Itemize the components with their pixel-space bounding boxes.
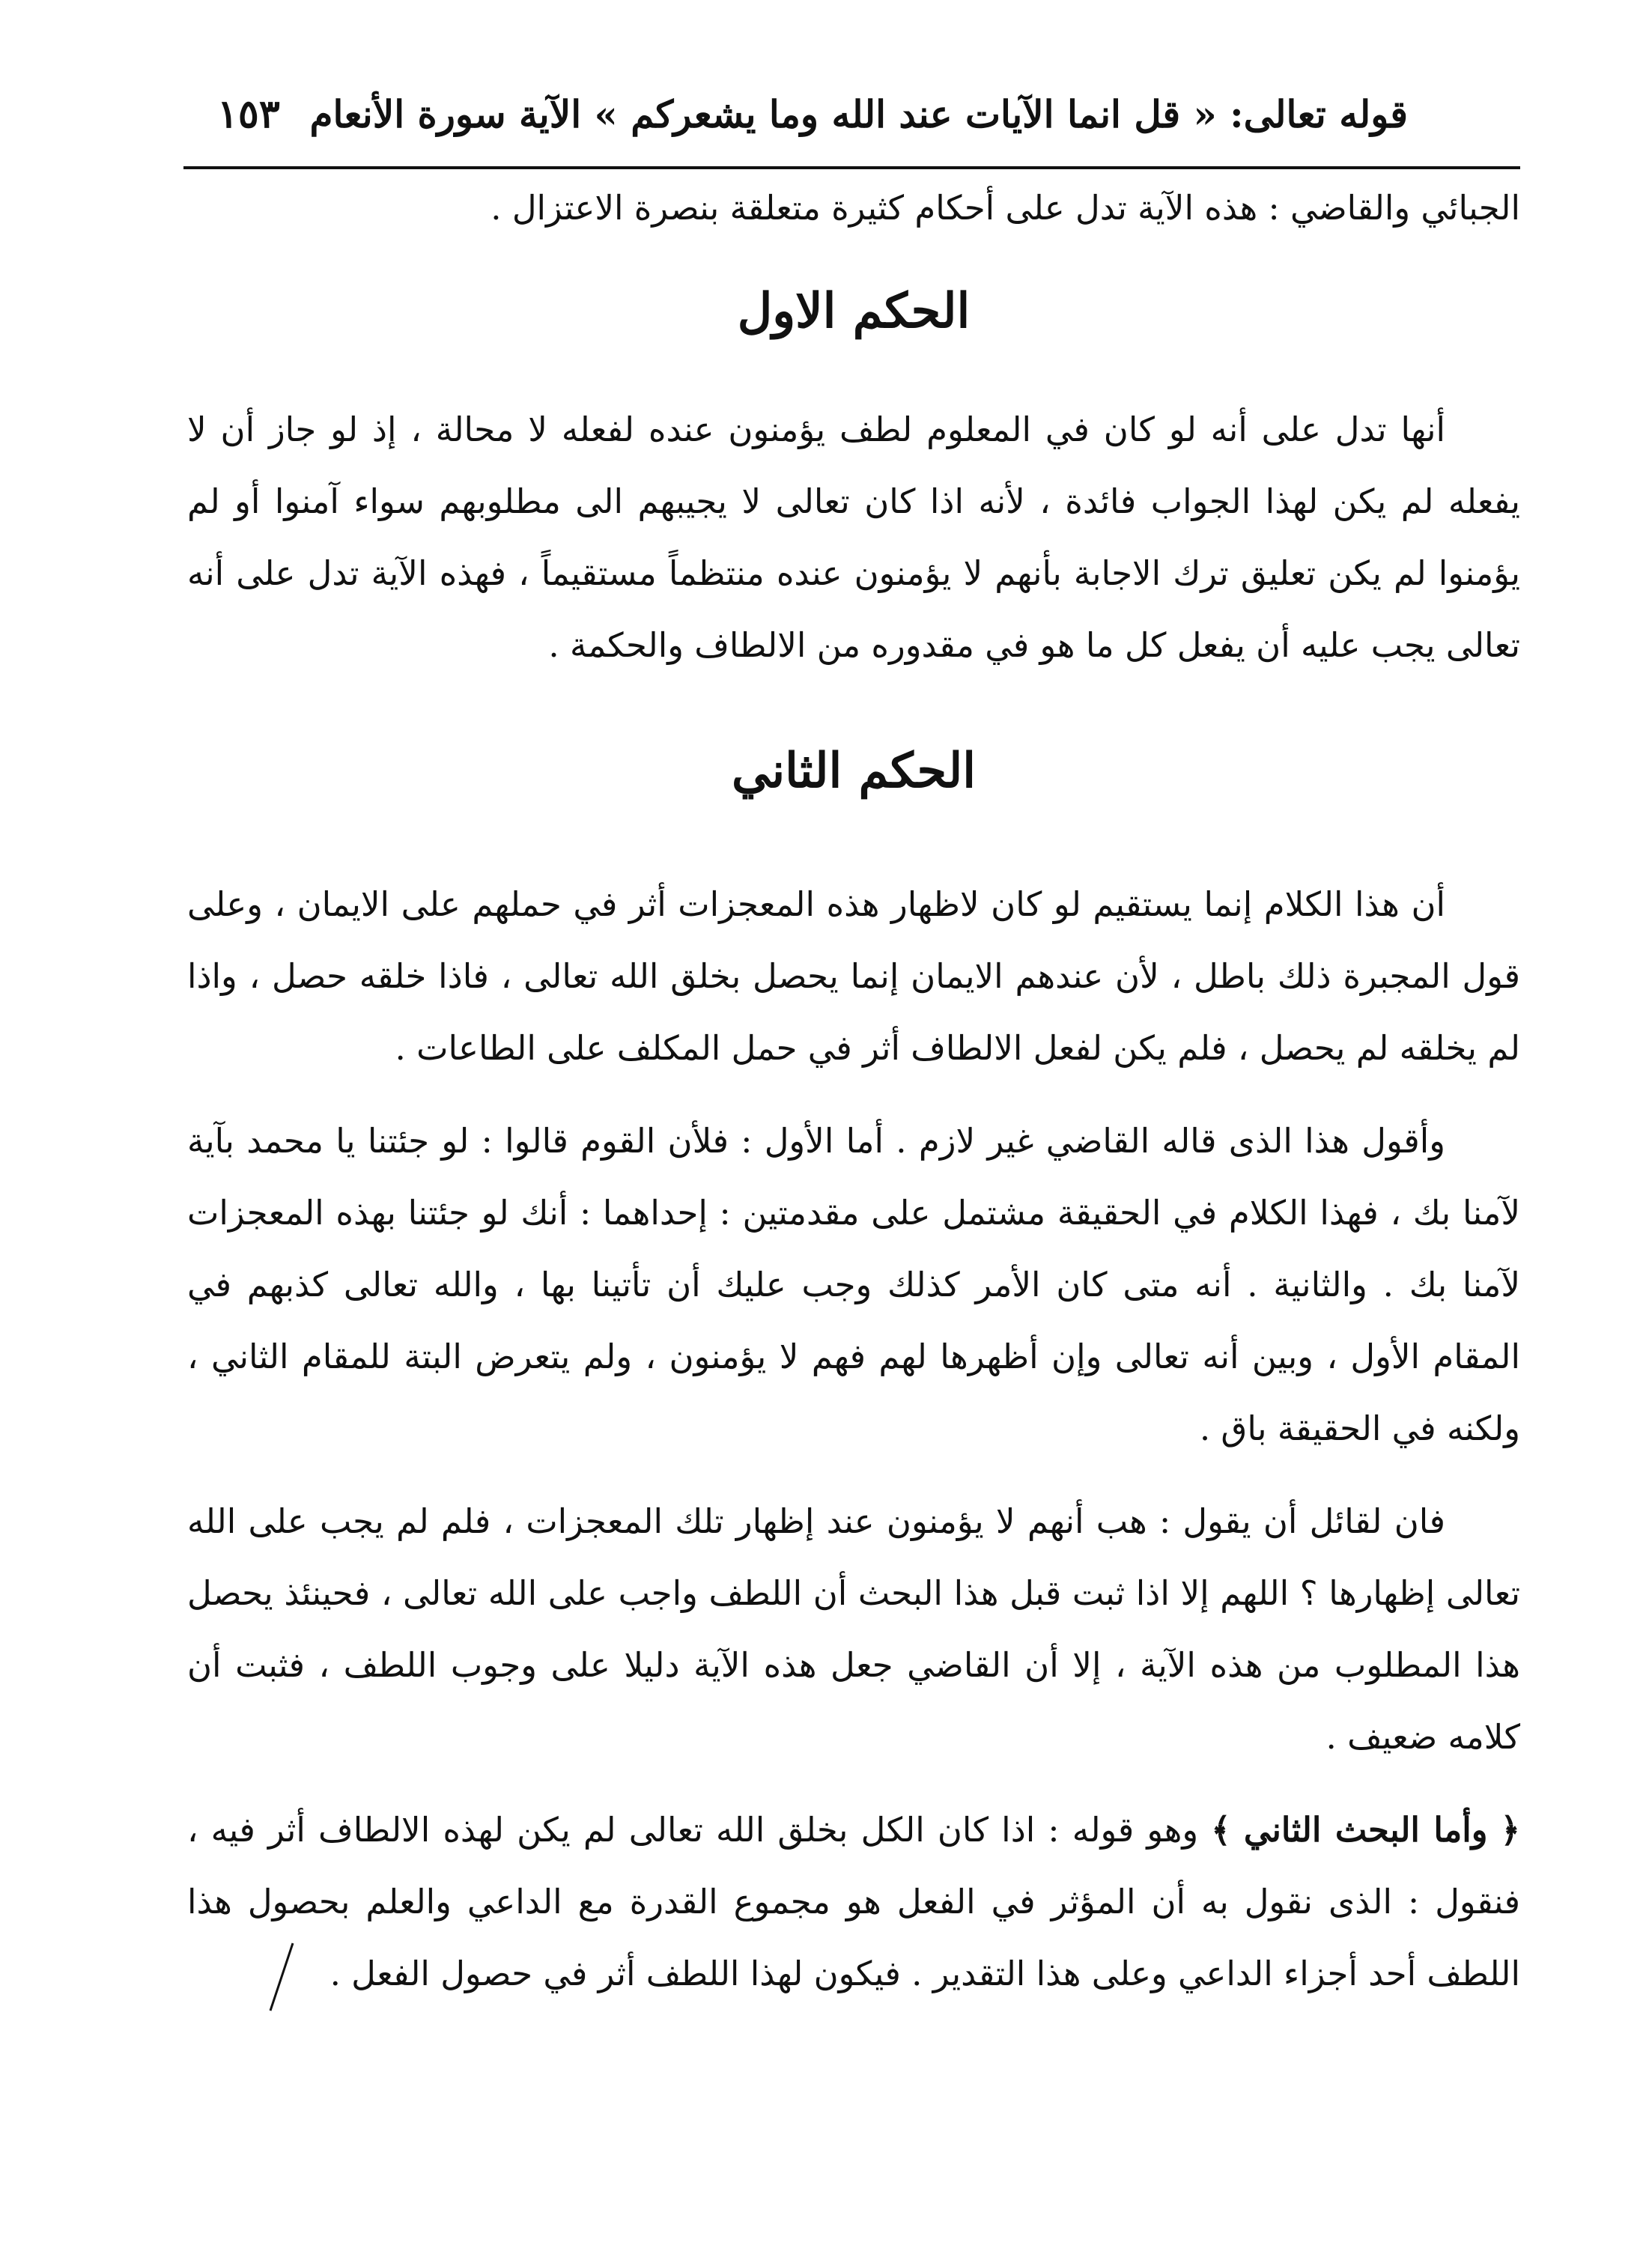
end-of-text-mark-icon xyxy=(263,1939,300,2014)
section-heading-first-ruling: الحكم الاول xyxy=(737,283,971,339)
header-title: قوله تعالى: « قل انما الآيات عند الله وما يشعركم » الآية سورة الأنعام xyxy=(309,92,1408,136)
header-divider xyxy=(183,166,1520,169)
second-ruling-paragraph-1: أن هذا الكلام إنما يستقيم لو كان لاظهار هذه المعجزات أثر في حملهم على الايمان ، وعلى قول المجبرة ذلك باطل ، لأن عندهم الايمان إنما يحصل بخلق الله تعالى ، فاذا خلقه حصل ، واذا لم يخلقه لم يحصل ، فلم يكن لفعل الالطاف أثر في حمل المكلف على الطاعات . xyxy=(187,884,1520,1068)
ornate-bracket-open: ﴿ xyxy=(1500,1810,1520,1850)
running-header xyxy=(217,88,1408,148)
main-text xyxy=(187,172,1520,2035)
second-ruling-paragraph-3: فان لقائل أن يقول : هب أنهم لا يؤمنون عند إظهار تلك المعجزات ، فلم لم يجب على الله تعالى إظهارها ؟ اللهم إلا اذا ثبت قبل هذا البحث أن اللطف واجب على الله تعالى ، فحينئذ يحصل هذا المطلوب من هذه الآية ، إلا أن القاضي جعل هذه الآية دليلا على وجوب اللطف ، فثبت أن كلامه ضعيف . xyxy=(187,1501,1521,1757)
page-number: ١٥٣ xyxy=(217,91,280,137)
second-discussion-paragraph xyxy=(187,1794,1520,2014)
section-heading-second-ruling: الحكم الثاني xyxy=(731,743,977,799)
second-discussion-label: وأما البحث الثاني xyxy=(1243,1810,1488,1850)
second-ruling-paragraph-2: وأقول هذا الذى قاله القاضي غير لازم . أما الأول : فلأن القوم قالوا : لو جئتنا يا محمد بآية لآمنا بك ، فهذا الكلام في الحقيقة مشتمل على مقدمتين : إحداهما : أنك لو جئتنا بهذه المعجزات لآمنا بك . والثانية . أنه متى كان الأمر كذلك وجب عليك أن تأتينا بها ، والله تعالى كذبهم في المقام الأول ، وبين أنه تعالى وإن أظهرها لهم فهم لا يؤمنون ، ولم يتعرض البتة للمقام الثاني ، ولكنه في الحقيقة باق . xyxy=(187,1121,1520,1448)
first-ruling-paragraph: أنها تدل على أنه لو كان في المعلوم لطف يؤمنون عنده لفعله لا محالة ، إذ لو جاز أن لا يفعله لم يكن لهذا الجواب فائدة ، لأنه اذا كان تعالى لا يجيبهم الى مطلوبهم سواء آمنوا أو لم يؤمنوا لم يكن تعليق ترك الاجابة بأنهم لا يؤمنون عنده منتظماً مستقيماً ، فهذه الآية تدل على أنه تعالى يجب عليه أن يفعل كل ما هو في مقدوره من الالطاف والحكمة . xyxy=(187,410,1520,665)
second-discussion-text: وهو قوله : اذا كان الكل بخلق الله تعالى لم يكن لهذه الالطاف أثر فيه ، فنقول : الذى نقول به أن المؤثر في الفعل هو مجموع القدرة مع الداعي والعلم بحصول هذا اللطف أحد أجزاء الداعي وعلى هذا التقدير . فيكون لهذا اللطف أثر في حصول الفعل . xyxy=(187,1810,1520,1993)
ornate-bracket-close: ﴾ xyxy=(1211,1810,1231,1850)
intro-paragraph: الجبائي والقاضي : هذه الآية تدل على أحكام كثيرة متعلقة بنصرة الاعتزال . xyxy=(491,188,1520,228)
